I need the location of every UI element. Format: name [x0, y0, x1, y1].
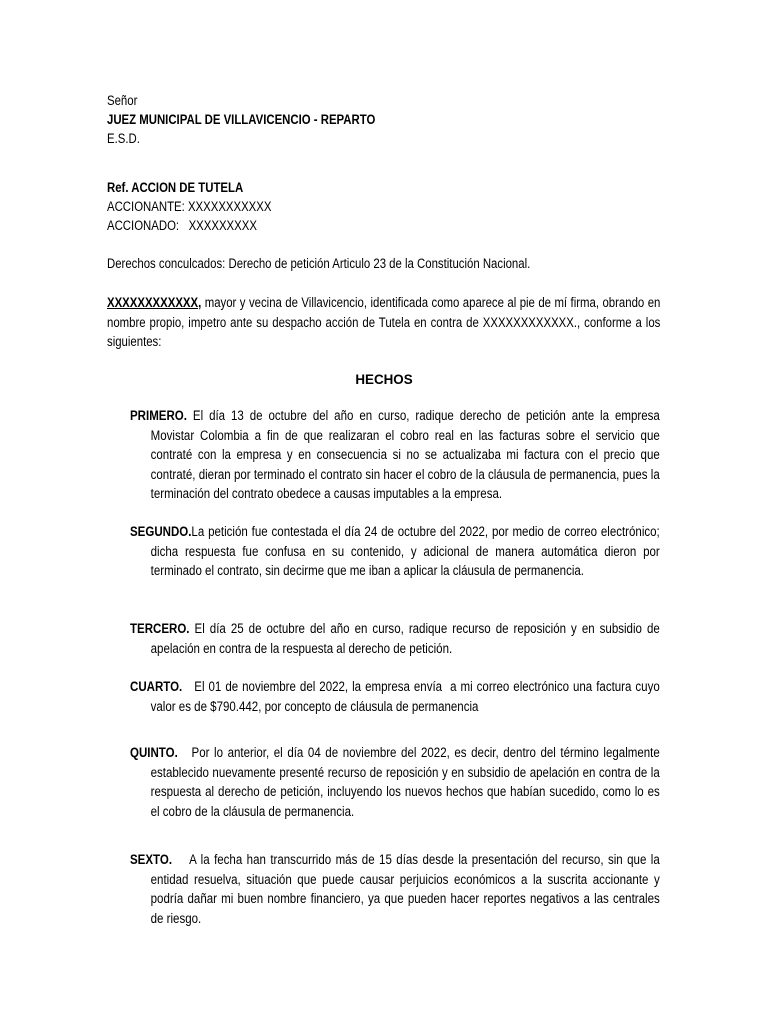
hecho-text: Por lo anterior, el día 04 de noviembre del 2022, es decir, dentro del término legalmente establecido nuevamente presenté recurso de reposición y en subsidio de apelación en contra de la respuesta al derecho de petición, incluyendo los nuevos hechos que habían sucedido, como lo es el cobro de la cláusula de permanencia. [150, 745, 663, 819]
esd: E.S.D. [107, 131, 140, 146]
hecho-text: El 01 de noviembre del 2022, la empresa envía a mi correo electrónico una factura cuyo valor es de $790.442, por concepto de cláusula de permanencia [150, 679, 663, 714]
hecho-item [130, 619, 660, 658]
reference-title: Ref. ACCION DE TUTELA [107, 180, 244, 195]
intro-text: mayor y vecina de Villavicencio, identificada como aparece al pie de mí firma, obrando en nombre propio, impetro ante su despacho acción de Tutela en contra de XXXXXXXXXXXX., conforme a los siguientes: [107, 295, 661, 349]
intro-paragraph [107, 293, 660, 352]
hecho-label: PRIMERO. [130, 408, 187, 423]
accionado: ACCIONADO: XXXXXXXXX [107, 218, 257, 233]
hecho-item [130, 850, 663, 928]
hecho-text: La petición fue contestada el día 24 de octubre del 2022, por medio de correo electrónico; dicha respuesta fue confusa en su contenido, y adicional de manera automática dieron por terminado el contrato, sin decirme que me iban a aplicar la cláusula de permanencia. [150, 524, 660, 578]
accionante: ACCIONANTE: XXXXXXXXXXX [107, 199, 272, 214]
hechos-title: HECHOS [355, 372, 413, 387]
hecho-label: TERCERO. [130, 621, 190, 636]
hecho-item [130, 743, 663, 821]
salutation: Señor [107, 93, 138, 108]
hecho-text: El día 25 de octubre del año en curso, radique recurso de reposición y en subsidio de apelación en contra de la respuesta al derecho de petición. [150, 621, 660, 656]
rights-violated: Derechos conculcados: Derecho de petición Articulo 23 de la Constitución Nacional. [107, 256, 531, 271]
hecho-item [130, 677, 663, 716]
hecho-label: CUARTO. [130, 679, 183, 694]
hecho-item [130, 522, 660, 581]
hecho-label: SEGUNDO. [130, 524, 192, 539]
hecho-text: El día 13 de octubre del año en curso, radique derecho de petición ante la empresa Movistar Colombia a fin de que realizaran el cobro real en las facturas sobre el servicio que contraté con la empresa y en consecuencia si no se actualizaba mi factura con el precio que contraté, dieran por terminado el contrato sin hacer el cobro de la cláusula de permanencia, pues la terminación del contrato obedece a causas imputables a la empresa. [150, 408, 660, 501]
court-name: JUEZ MUNICIPAL DE VILLAVICENCIO - REPARTO [107, 112, 376, 127]
plaintiff-name: XXXXXXXXXXXX, [107, 295, 202, 310]
hecho-item [130, 406, 660, 504]
hecho-label: SEXTO. [130, 852, 173, 867]
hecho-label: QUINTO. [130, 745, 178, 760]
hecho-text: A la fecha han transcurrido más de 15 días desde la presentación del recurso, sin que la entidad resuelva, situación que puede causar perjuicios económicos a la suscrita accionante y podría dañar mi buen nombre financiero, ya que pueden hacer reportes negativos a las centrales de riesgo. [150, 852, 663, 926]
